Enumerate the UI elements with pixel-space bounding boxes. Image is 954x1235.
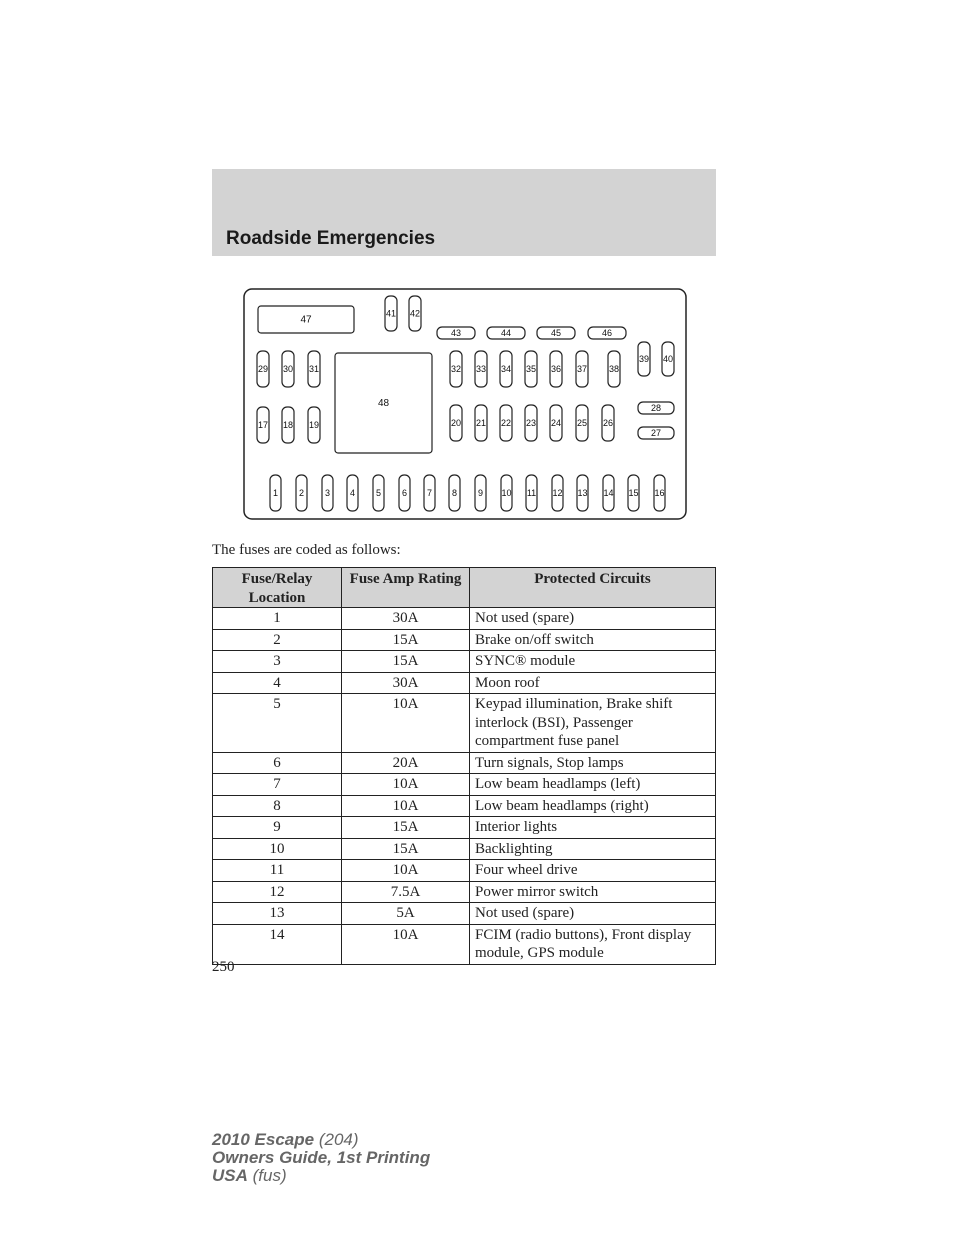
footer-line-1 [212,1131,430,1149]
fuse-47 [258,306,354,333]
cell-protected-circuits: Low beam headlamps (left) [470,774,716,796]
fuse-31 [308,351,320,387]
footer-market: USA [212,1166,248,1185]
fuse-label: 35 [525,364,537,374]
footer-guide: Owners Guide, 1st Printing [212,1148,431,1167]
cell-amp-rating: 15A [342,838,470,860]
fuse-label: 36 [550,364,562,374]
fuse-20 [450,405,462,441]
fuse-13 [577,475,588,511]
fuse-label: 14 [603,488,614,498]
table-row [213,608,716,630]
fuse-label: 38 [608,364,620,374]
fuse-label: 34 [500,364,512,374]
table-row [213,672,716,694]
fuse-36 [550,351,562,387]
fuse-label: 37 [576,364,588,374]
fuse-35 [525,351,537,387]
cell-protected-circuits: FCIM (radio buttons), Front display module, GPS module [470,924,716,964]
footer-market-code: (fus) [252,1166,287,1185]
fuse-7 [424,475,435,511]
table-row [213,817,716,839]
cell-location: 3 [213,651,342,673]
fuse-4 [347,475,358,511]
fuse-label: 4 [349,488,356,498]
fuse-25 [576,405,588,441]
cell-amp-rating: 10A [342,694,470,753]
fuse-6 [399,475,410,511]
intro-text: The fuses are coded as follows: [212,542,401,558]
fuse-label: 42 [409,308,421,319]
fuse-15 [628,475,639,511]
header-location: Fuse/Relay Location [213,568,342,608]
fuse-label: 46 [601,328,613,338]
table-row [213,924,716,964]
fuse-label: 47 [300,314,312,326]
fuse-10 [501,475,512,511]
cell-location: 12 [213,881,342,903]
fuse-label: 40 [662,354,674,364]
cell-protected-circuits: Power mirror switch [470,881,716,903]
cell-location: 6 [213,752,342,774]
fuse-30 [282,351,294,387]
fuse-label: 30 [282,364,294,374]
fuse-label: 48 [377,398,390,409]
table-row [213,860,716,882]
cell-amp-rating: 15A [342,817,470,839]
fuse-label: 29 [257,364,269,374]
fuse-label: 23 [525,418,537,428]
cell-amp-rating: 5A [342,903,470,925]
fuse-5 [373,475,384,511]
cell-amp-rating: 10A [342,860,470,882]
header-amp-rating: Fuse Amp Rating [342,568,470,608]
cell-amp-rating: 30A [342,672,470,694]
table-row [213,903,716,925]
fuse-label: 8 [451,488,458,498]
footer-line-2 [212,1149,430,1167]
fuse-label: 5 [375,488,382,498]
fuse-label: 20 [450,418,462,428]
fuse-label: 7 [426,488,433,498]
fuse-32 [450,351,462,387]
fuse-40 [662,342,674,376]
fuse-18 [282,407,294,443]
cell-protected-circuits: Four wheel drive [470,860,716,882]
cell-location: 8 [213,795,342,817]
cell-amp-rating: 10A [342,924,470,964]
fuse-37 [576,351,588,387]
fuse-16 [654,475,665,511]
fuse-label: 41 [385,308,397,319]
footer-model: 2010 Escape [212,1130,315,1149]
fuse-23 [525,405,537,441]
cell-location: 13 [213,903,342,925]
fuse-34 [500,351,512,387]
table-header-row [213,568,716,608]
cell-protected-circuits: SYNC® module [470,651,716,673]
table-row [213,651,716,673]
cell-protected-circuits: Not used (spare) [470,608,716,630]
fuse-9 [475,475,486,511]
fuse-label: 25 [576,418,588,428]
fuse-41 [385,296,397,331]
fuse-21 [475,405,487,441]
table-row [213,795,716,817]
cell-amp-rating: 7.5A [342,881,470,903]
fuse-label: 18 [282,420,294,430]
fuse-label: 16 [654,488,665,498]
cell-protected-circuits: Moon roof [470,672,716,694]
cell-amp-rating: 30A [342,608,470,630]
fuse-48 [335,353,432,453]
fuse-12 [552,475,563,511]
fuse-label: 9 [477,488,484,498]
fuse-label: 21 [475,418,487,428]
footer-model-code: (204) [318,1130,359,1149]
cell-protected-circuits: Turn signals, Stop lamps [470,752,716,774]
fuse-label: 39 [638,354,650,364]
cell-location: 14 [213,924,342,964]
fuse-label: 19 [308,420,320,430]
page-number: 250 [212,959,235,975]
fuse-3 [322,475,333,511]
cell-amp-rating: 15A [342,651,470,673]
fuse-45 [537,327,575,339]
cell-location: 7 [213,774,342,796]
fuse-44 [487,327,525,339]
cell-protected-circuits: Not used (spare) [470,903,716,925]
fuse-table [212,567,716,965]
fuse-42 [409,296,421,331]
fuse-label: 13 [577,488,588,498]
cell-location: 11 [213,860,342,882]
cell-location: 10 [213,838,342,860]
cell-protected-circuits: Backlighting [470,838,716,860]
cell-amp-rating: 10A [342,795,470,817]
fuse-43 [437,327,475,339]
cell-protected-circuits: Low beam headlamps (right) [470,795,716,817]
fuse-label: 10 [501,488,512,498]
section-title: Roadside Emergencies [226,228,436,249]
fuse-label: 22 [500,418,512,428]
fuse-label: 12 [552,488,563,498]
table-row [213,838,716,860]
fuse-27 [638,427,674,439]
fuse-label: 3 [324,488,331,498]
fuse-label: 26 [602,418,614,428]
table-row [213,774,716,796]
fuse-46 [588,327,626,339]
table-row [213,629,716,651]
cell-protected-circuits: Keypad illumination, Brake shift interlock (BSI), Passenger compartment fuse panel [470,694,716,753]
fuse-label: 27 [650,428,662,438]
fuse-19 [308,407,320,443]
cell-amp-rating: 15A [342,629,470,651]
fuse-22 [500,405,512,441]
cell-location: 2 [213,629,342,651]
cell-location: 9 [213,817,342,839]
cell-protected-circuits: Interior lights [470,817,716,839]
fuse-38 [608,351,620,387]
fuse-label: 44 [500,328,512,338]
fuse-29 [257,351,269,387]
fuse-label: 32 [450,364,462,374]
fuse-label: 45 [550,328,562,338]
cell-protected-circuits: Brake on/off switch [470,629,716,651]
fuse-8 [449,475,460,511]
fuse-14 [603,475,614,511]
fuse-label: 11 [526,488,537,498]
cell-amp-rating: 10A [342,774,470,796]
fuse-label: 43 [450,328,462,338]
fuse-11 [526,475,537,511]
fuse-label: 2 [298,488,305,498]
fuse-label: 15 [628,488,639,498]
fuse-17 [257,407,269,443]
header-protected-circuits: Protected Circuits [470,568,716,608]
cell-location: 5 [213,694,342,753]
fuse-label: 6 [401,488,408,498]
cell-location: 4 [213,672,342,694]
fuse-1 [270,475,281,511]
fuse-label: 28 [650,403,662,413]
fuse-label: 17 [257,420,269,430]
table-row [213,694,716,753]
fuse-28 [638,402,674,414]
fuse-24 [550,405,562,441]
footer [212,1131,430,1185]
fuse-panel-diagram [242,287,688,523]
fuse-39 [638,342,650,376]
fuse-label: 33 [475,364,487,374]
fuse-33 [475,351,487,387]
footer-line-3 [212,1167,430,1185]
fuse-label: 24 [550,418,562,428]
fuse-label: 31 [308,364,320,374]
table-row [213,752,716,774]
fuse-label: 1 [272,488,279,498]
cell-location: 1 [213,608,342,630]
table-row [213,881,716,903]
cell-amp-rating: 20A [342,752,470,774]
fuse-26 [602,405,614,441]
fuse-2 [296,475,307,511]
